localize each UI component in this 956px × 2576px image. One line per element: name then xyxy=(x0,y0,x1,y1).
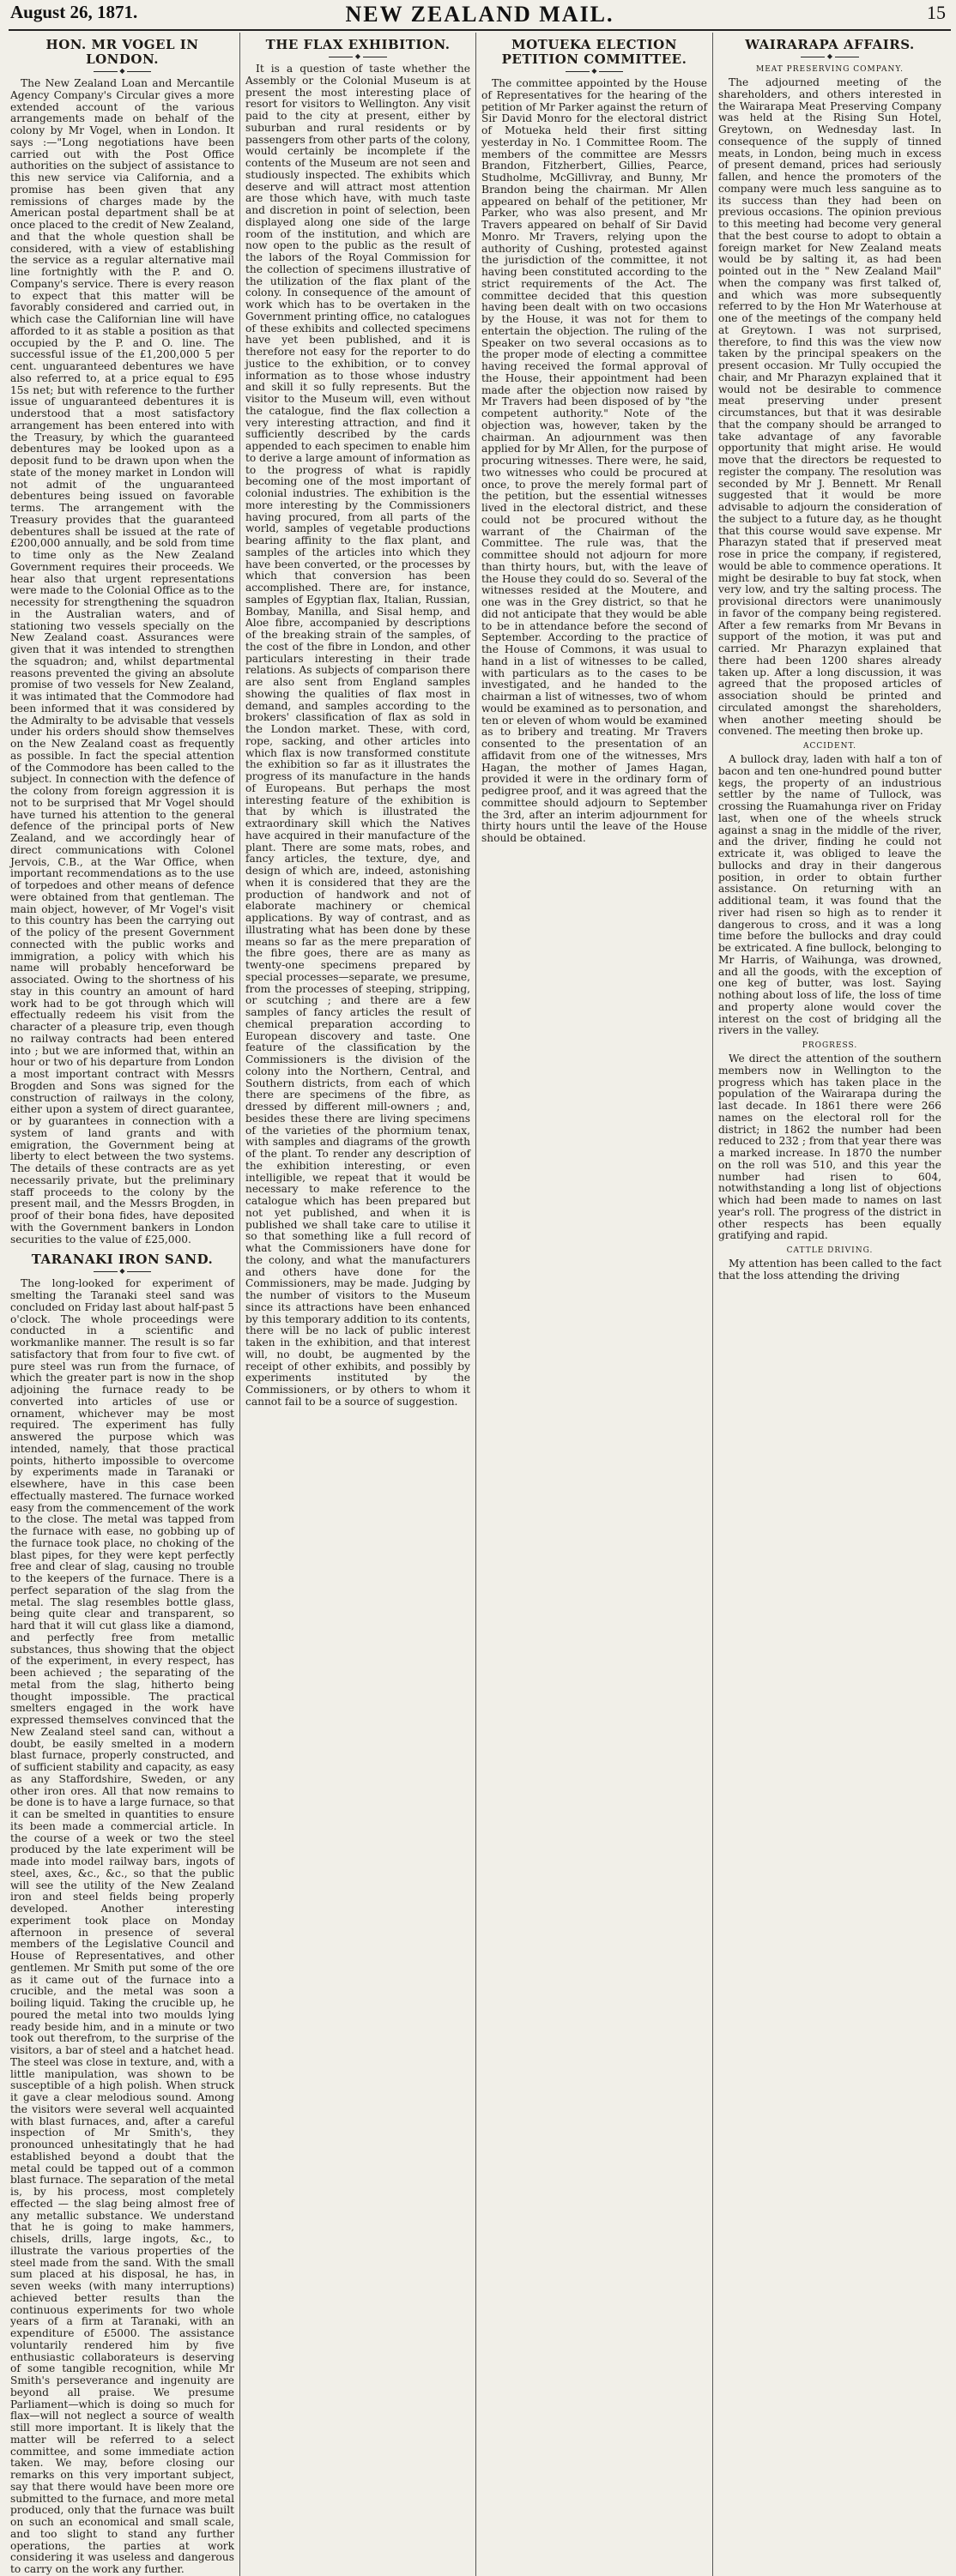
section-subhead: MEAT PRESERVING COMPANY. xyxy=(756,65,904,74)
section-subhead: PROGRESS. xyxy=(802,1041,858,1050)
section-paragraph: A bullock dray, laden with half a ton of bacon and ten one-hundred pound butter kegs, the property of an industrious settler by the name of Tullock, was crossing the Ruamahunga river on Friday last, when one of the wheels struck against a snag in the middle of the river, and the driver, finding he could not extricate it, was obliged to leave the bullocks and dray in their dangerous position, in order to obtain further assistance. On returning with an additional team, it was found that the river had risen so high as to render it dangerous to cross, and it was a long time before the bullocks and dray could be extricated. A fine bullock, belonging to Mr Harris, of Waihunga, was drowned, and all the goods, with the exception of one keg of butter, was lost. Saying nothing about loss of life, the loss of time and property alone would cover the interest on the cost of bridging all the rivers in the valley. xyxy=(718,753,941,1037)
newspaper-title: NEW ZEALAND MAIL. xyxy=(345,2,614,27)
column-4 xyxy=(713,33,947,2576)
article-headline-vogel: HON. MR VOGEL IN LONDON. xyxy=(45,37,199,67)
article-headline-wairarapa: WAIRARAPA AFFAIRS. xyxy=(745,37,915,52)
article-paragraph: The committee appointed by the House of Representatives for the hearing of the petition of Mr Parker against the return of Sir David Monro for the electoral district of Motueka held their first sitting yesterday in No. 1 Committee Room. The members of the committee are Messrs Brandon, Fitzherbert, Gillies, Pearce, Studholme, McGillivray, and Bunny, Mr Brandon being the chairman. Mr Allen appeared on behalf of the petitioner, Mr Parker, who was also present, and Mr Travers appeared on behalf of Sir David Monro. Mr Travers, relying upon the authority of Cushing, protested against the jurisdiction of the committee, it not having been constituted according to the strict requirements of the Act. The committee decided that this question having been dealt with on two occasions by the House, it was not for them to entertain the objection. The ruling of the Speaker on two several occasions as to the proper mode of electing a committee having received the formal approval of the House, their appointment had been made after the objection now raised by Mr Travers had been disposed of by "the competent authority." Note of the objection was, however, taken by the chairman. An adjournment was then applied for by Mr Allen, for the purpose of procuring witnesses. There were, he said, two witnesses who could be procured at once, to prove the merely formal part of the petition, but the essential witnesses lived in the electoral district, and these could not be procured without the warrant of the Chairman of the Committee. The rule was, that the committee should not adjourn for more than thirty hours, but, with the leave of the House they could do so. Several of the witnesses resided at the Moutere, and one was in the Grey district, so that he did not anticipate that they would be able to be in attendance before the second of September. According to the practice of the House of Commons, it was usual to hand in a list of witnesses to be called, with particulars as to the cases to be investigated, and he handed to the chairman a list of witnesses, two of whom would be examined as to personation, and ten or eleven of whom would be examined as to bribery and treating. Mr Travers consented to the presentation of an affidavit from one of the witnesses, Mrs Hagan, the mother of James Hagan, provided it were in the ordinary form of pedigree proof, and it was agreed that the committee should adjourn to September the 3rd, after an interim adjournment for thirty hours until the leave of the House should be obtained. xyxy=(481,77,707,844)
section-subhead: CATTLE DRIVING. xyxy=(786,1246,874,1255)
section-subhead: ACCIDENT. xyxy=(802,742,857,751)
headline-divider: ◆ xyxy=(718,52,941,61)
headline-divider: ◆ xyxy=(481,67,707,75)
article-paragraph: The long-looked for experiment of smelting the Taranaki steel sand was concluded on Friday last about half-past 5 o'clock. The whole proceedings were conducted in a scientific and workmanlike manner. The result is so far satisfactory that from four to five cwt. of pure steel was run from the furnace, of which the greater part is now in the shop adjoining the furnace ready to be converted into articles of use or ornament, whichever may be most required. The experiment has fully answered the purpose which was intended, namely, that those practical points, hitherto impossible to overcome by experiments made in Taranaki or elsewhere, have in this case been effectually mastered. The furnace worked easy from the commencement of the work to the close. The metal was tapped from the furnace with ease, no gobbing up of the furnace took place, no choking of the blast pipes, for they were kept perfectly free and clear of slag, causing no trouble to the keepers of the furnace. There is a perfect separation of the slag from the metal. The slag resembles bottle glass, being quite clear and transparent, so hard that it will cut glass like a diamond, and perfectly free from metallic substances, thus showing that the object of the experiment, in every respect, has been achieved ; the separating of the metal from the slag, hitherto being thought impossible. The practical smelters engaged in the work have expressed themselves convinced that the New Zealand steel sand can, without a doubt, be easily smelted in a modern blast furnace, properly constructed, and of sufficient stability and capacity, as easy as any Staffordshire, Sweden, or any other iron ores. All that now remains to be done is to have a large furnace, so that it can be smelted in quantities to ensure its been made a commercial article. In the course of a week or two the steel produced by the late experiment will be made into model railway bars, ingots of steel, axes, &c., &c., so that the public will see the utility of the New Zealand iron and steel fields being properly developed. Another interesting experiment took place on Monday afternoon in presence of several members of the Legislative Council and House of Representatives, and other gentlemen. Mr Smith put some of the ore as it came out of the furnace into a crucible, and the metal was soon a boiling liquid. Taking the crucible up, he poured the metal into two moulds lying ready beside him, and in a minute or two took out therefrom, to the surprise of the visitors, a bar of steel and a hatchet head. The steel was close in texture, and, with a little manipulation, was shown to be susceptible of a high polish. When struck it gave a clear melodious sound. Among the visitors were several well acquainted with blast furnaces, and, after a careful inspection of Mr Smith's, they pronounced unhesitatingly that he had established beyond a doubt that the metal could be tapped out of a common blast furnace. The separation of the metal is, by his process, most completely effected — the slag being almost free of any metallic substance. We understand that he is going to make hammers, chisels, drills, large ingots, &c., to illustrate the various properties of the steel made from the sand. With the small sum placed at his disposal, he has, in seven weeks (with many interruptions) achieved better results than the continuous experiments for two whole years of a firm at Taranaki, with an expenditure of £5000. The assistance voluntarily rendered him by five enthusiastic collaborateurs is deserving of some tangible recognition, while Mr Smith's perseverance and ingenuity are beyond all praise. We presume Parliament—which is doing so much for flax—will not neglect a source of wealth still more important. It is likely that the matter will be referred to a select committee, and some immediate action taken. We may, before closing our remarks on this very important subject, say that there would have been more ore submitted to the furnace, and more metal produced, only that the furnace was built on such an economical and small scale, and too slight to stand any further operations, the parties at work considering it was useless and dangerous to carry on the work any further. xyxy=(10,1277,234,2575)
article-headline-motueka: MOTUEKA ELECTION PETITION COMMITTEE. xyxy=(501,37,687,67)
article-headline-flax: THE FLAX EXHIBITION. xyxy=(265,37,451,52)
masthead xyxy=(9,0,951,31)
column-2 xyxy=(240,33,476,2576)
column-1 xyxy=(5,33,240,2576)
section-paragraph: We direct the attention of the southern members now in Wellington to the progress which has taken place in the population of the Wairarapa during the last decade. In 1861 there were 266 names on the electoral roll for the district; in 1862 the number had been reduced to 232 ; from that year there was a marked increase. In 1870 the number on the roll was 510, and this year the number had risen to 604, notwithstanding a long list of objections which had been made to names on last year's roll. The progress of the district in other respects has been equally gratifying and rapid. xyxy=(718,1053,941,1242)
section-paragraph: My attention has been called to the fact that the loss attending the driving xyxy=(718,1258,941,1282)
page-number: 15 xyxy=(927,2,946,23)
article-paragraph: The New Zealand Loan and Mercantile Agency Company's Circular gives a more extended account of the various arrangements made on behalf of the colony by Mr Vogel, when in London. It says :—"Long negotiations have been carried out with the Post Office authorities on the subject of assistance to this new service via California, and a promise has been given that any remissions of charges made by the American postal department shall be at once placed to the credit of New Zealand, and that the whole question shall be considered, with a view of establishing the service as a regular alternative mail line fortnightly with the P. and O. Company's service. There is every reason to expect that this matter will be favorably considered and carried out, in which case the Californian line will have afforded to it as stable a position as that occupied by the P. and O. line. The successful issue of the £1,200,000 5 per cent. unguaranteed debentures we have also referred to, at a price equal to £95 15s net; but with reference to the further issue of unguaranteed debentures it is understood that a most satisfactory arrangement has been entered into with the Treasury, by which the guaranteed debentures may be looked upon as a deposit fund to be drawn upon when the state of the money market in London will not admit of the unguaranteed debentures being issued on favorable terms. The arrangement with the Treasury provides that the guaranteed debentures shall be issued at the rate of £200,000 annually, and be sold from time to time only as the New Zealand Government requires their proceeds. We hear also that urgent representations were made to the Colonial Office as to the necessity for strengthening the squadron in the Australian waters, and of stationing two vessels specially on the New Zealand coast. Assurances were given that it was intended to strengthen the squadron; and, whilst departmental reasons prevented the giving an absolute promise of two vessels for New Zealand, it was intimated that the Commodore had been informed that it was considered by the Admiralty to be advisable that vessels under his orders should show themselves on the New Zealand coast as frequently as possible. In fact the special attention of the Commodore has been called to the subject. In connection with the defence of the colony from foreign aggression it is not to be surprised that Mr Vogel should have turned his attention to the general defence of the principal ports of New Zealand, and we accordingly hear of direct communications with Colonel Jervois, C.B., at the War Office, when important recommendations as to the use of torpedoes and other means of defence were obtained from that gentleman. The main object, however, of Mr Vogel's visit to this country has been the carrying out of the policy of the present Government connected with the public works and immigration, a policy with which his name will probably henceforward be associated. Owing to the shortness of his stay in this country an amount of hard work had to be got through which will effectually redeem his visit from the character of a pleasure trip, even though no railway contracts had been entered into ; but we are informed that, within an hour or two of his departure from London a most important contract with Messrs Brogden and Sons was signed for the construction of railways in the colony, either upon a system of direct guarantee, or by guarantees in connection with a system of land grants and with emigration, the Government being at liberty to elect between the two systems. The details of these contracts are as yet necessarily private, but the preliminary staff proceeds to the colony by the present mail, and the Messrs Brogden, in proof of their bona fides, have deposited with the Government bankers in London securities to the value of £25,000. xyxy=(10,77,234,1246)
columns xyxy=(5,33,951,2575)
column-3 xyxy=(476,33,713,2576)
article-headline-taranaki: TARANAKI IRON SAND. xyxy=(31,1252,214,1268)
headline-divider: ◆ xyxy=(245,52,470,61)
issue-date: August 26, 1871. xyxy=(10,2,138,22)
section-paragraph: The adjourned meeting of the shareholders, and others interested in the Wairarapa Meat Preserving Company was held at the Rising Sun Hotel, Greytown, on Wednesday last. In consequence of the supply of tinned meats, in London, being much in excess of present demand, prices had seriously fallen, and hence the promoters of the company were much less sanguine as to its success than they had been on previous occasions. The opinion previous to this meeting had become very general that the best course to adopt to obtain a foreign market for New Zealand meats would be by salting it, as had been pointed out in the " New Zealand Mail" when the company was first talked of, and which was more subsequently referred to by the Hon Mr Waterhouse at one of the meetings of the company held at Greytown. I was not surprised, therefore, to find this was the view now taken by the principal speakers on the present occasion. Mr Tully occupied the chair, and Mr Pharazyn explained that it would not be desirable to commence meat preserving under present circumstances, but that it was desirable that the company should be arranged to take advantage of any favorable opportunity that might arise. He would move that the directors be requested to register the company. The resolution was seconded by Mr J. Bennett. Mr Renall suggested that it would be more advisable to adjourn the consideration of the subject to a future day, as he thought that this course would save expense. Mr Pharazyn stated that if preserved meat rose in price the company, if registered, would be able to commence operations. It might be desirable to buy fat stock, when very low, and try the salting process. The provisional directors were unanimously in favor of the company being registered. After a few remarks from Mr Bevans in support of the motion, it was put and carried. Mr Pharazyn explained that there had been 1200 shares already taken up. After a long discussion, it was agreed that the proposed articles of association should be printed and circulated amongst the shareholders, when another meeting should be convened. The meeting then broke up. xyxy=(718,76,941,738)
article-paragraph: It is a question of taste whether the Assembly or the Colonial Museum is at present the most interesting place of resort for visitors to Wellington. Any visit paid to the city at present, either by suburban and rural residents or by passengers from other parts of the colony, would certainly be incomplete if the contents of the Museum are not seen and studiously inspected. The exhibits which deserve and will attract most attention are those which have, with much taste and discretion in point of selection, been displayed along one side of the large room of the institution, and which are now open to the public as the result of the labors of the Royal Commission for the collection of specimens illustrative of the utilization of the flax plant of the colony. In consequence of the amount of work which has to be overtaken in the Government printing office, no catalogues of these exhibits and collected specimens have yet been published, and it is therefore not easy for the reporter to do justice to the exhibition, or to convey information as to those whose industry and skill it so fully represents. But the visitor to the Museum will, even without the catalogue, find the flax collection a very interesting attraction, and find it sufficiently described by the cards appended to each specimen to enable him to derive a large amount of information as to the progress of what is rapidly becoming one of the most important of colonial industries. The exhibition is the more interesting by the Commissioners having procured, from all parts of the world, samples of vegetable productions bearing affinity to the flax plant, and samples of the articles into which they have been converted, or the processes by which that conversion has been accomplished. There are, for instance, samples of Egyptian flax, Italian, Russian, Bombay, Manilla, and Sisal hemp, and Aloe fibre, accompanied by descriptions of the breaking strain of the samples, of the cost of the fibre in London, and other particulars interesting in their trade relations. As subjects of comparison there are also sent from England samples showing the qualities of flax most in demand, and samples according to the brokers' classification of flax as sold in the London market. These, with cord, rope, sacking, and other articles into which flax is now transformed constitute the exhibition so far as it illustrates the progress of its manufacture in the hands of Europeans. But perhaps the most interesting feature of the exhibition is that by which is illustrated the extraordinary skill which the Natives have acquired in their manufacture of the plant. There are some mats, robes, and fancy articles, the texture, dye, and design of which are, indeed, astonishing when it is considered that they are the production of handwork and not of elaborate machinery or chemical applications. By way of contrast, and as illustrating what has been done by these means so far as the mere preparation of the fibre goes, there are as many as twenty-one specimens prepared by special processes—separate, we presume, from the processes of steeping, stripping, or scutching ; and there are a few samples of fancy articles the result of chemical preparation according to European discovery and taste. One feature of the classification by the Commissioners is the division of the colony into the Northern, Central, and Southern districts, from each of which there are specimens of the fibre, as dressed by different mill-owners ; and, besides these there are living specimens of the varieties of the phormium tenax, with samples and diagrams of the growth of the plant. To render any description of the exhibition interesting, or even intelligible, we repeat that it would be necessary to make reference to the catalogue which has been prepared but not yet published, and when it is published we shall take care to utilise it so that something like a full record of what the Commissioners have done for the colony, and what the manufacturers and others have done for the Commissioners, may be made. Judging by the number of visitors to the Museum since its attractions have been enhanced by this temporary addition to its contents, there will be no lack of public interest taken in the exhibition, and that interest will, no doubt, be augmented by the receipt of other exhibits, and possibly by experiments instituted by the Commissioners, or by others to whom it cannot fail to be a source of suggestion. xyxy=(245,63,470,1408)
headline-divider: ◆ xyxy=(10,67,234,75)
headline-divider: ◆ xyxy=(10,1267,234,1276)
